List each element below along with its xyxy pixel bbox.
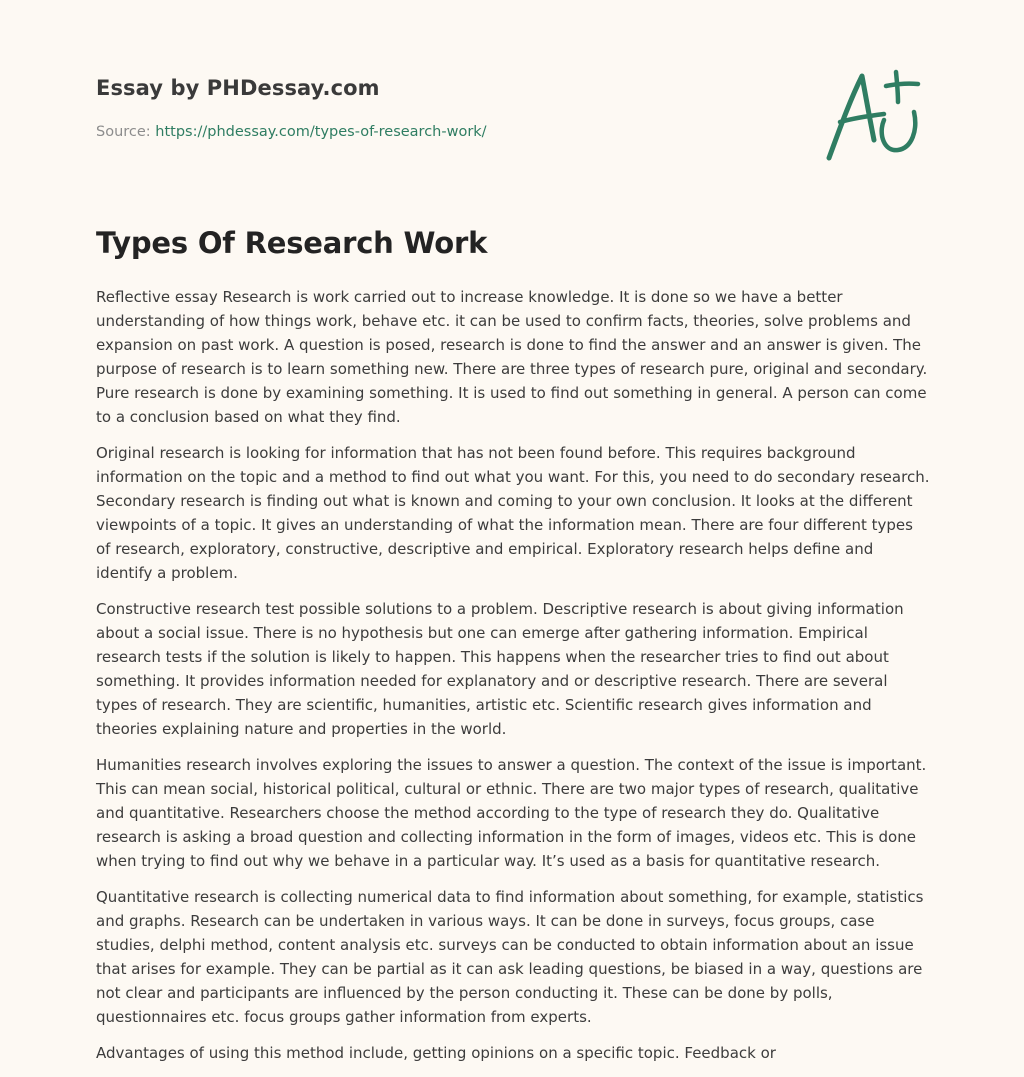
- source-link[interactable]: https://phdessay.com/types-of-research-work/: [155, 124, 487, 140]
- source-line: [96, 124, 487, 140]
- essay-title: Types Of Research Work: [96, 226, 488, 260]
- essay-paragraph: Reflective essay Research is work carried out to increase knowledge. It is done so we have a better understanding of how things work, behave etc. it can be used to confirm facts, theories, solve problems and expansion on past work. A question is posed, research is done to find the answer and an answer is given. The purpose of research is to learn something new. There are three types of research pure, original and secondary. Pure research is done by examining something. It is used to find out something in general. A person can come to a conclusion based on what they find.: [96, 288, 928, 426]
- site-brand: Essay by PHDessay.com: [96, 76, 380, 100]
- essay-paragraph: Quantitative research is collecting numerical data to find information about something, for example, statistics and graphs. Research can be undertaken in various ways. It can be done in surveys, focus groups, case studies, delphi method, content analysis etc. surveys can be conducted to obtain information about an issue that arises for example. They can be partial as it can ask leading questions, be biased in a way, questions are not clear and participants are influenced by the person conducting it. These can be done by polls, questionnaires etc. focus groups gather information from experts.: [96, 888, 924, 1026]
- essay-paragraph: Advantages of using this method include, getting opinions on a specific topic. Feedback or: [96, 1044, 776, 1062]
- document-page: [96, 0, 930, 1062]
- page-header: [96, 0, 928, 200]
- essay-body: [96, 285, 932, 1077]
- essay-paragraph: Constructive research test possible solutions to a problem. Descriptive research is about giving information about a social issue. There is no hypothesis but one can emerge after gathering information. Empirical research tests if the solution is likely to happen. This happens when the researcher tries to find out about something. It provides information needed for explanatory and or descriptive research. There are several types of research. They are scientific, humanities, artistic etc. Scientific research gives information and theories explaining nature and properties in the world.: [96, 600, 904, 738]
- essay-paragraph: Original research is looking for information that has not been found before. This requires background information on the topic and a method to find out what you want. For this, you need to do secondary research. Secondary research is finding out what is known and coming to your own conclusion. It looks at the different viewpoints of a topic. It gives an understanding of what the information mean. There are four different types of research, exploratory, constructive, descriptive and empirical. Exploratory research helps define and identify a problem.: [96, 444, 930, 582]
- a-plus-logo-icon: [826, 68, 926, 164]
- essay-paragraph: Humanities research involves exploring the issues to answer a question. The context of the issue is important. This can mean social, historical political, cultural or ethnic. There are two major types of research, qualitative and quantitative. Researchers choose the method according to the type of research they do. Qualitative research is asking a broad question and collecting information in the form of images, videos etc. This is done when trying to find out why we behave in a particular way. It’s used as a basis for quantitative research.: [96, 756, 927, 870]
- source-label: Source:: [96, 124, 151, 140]
